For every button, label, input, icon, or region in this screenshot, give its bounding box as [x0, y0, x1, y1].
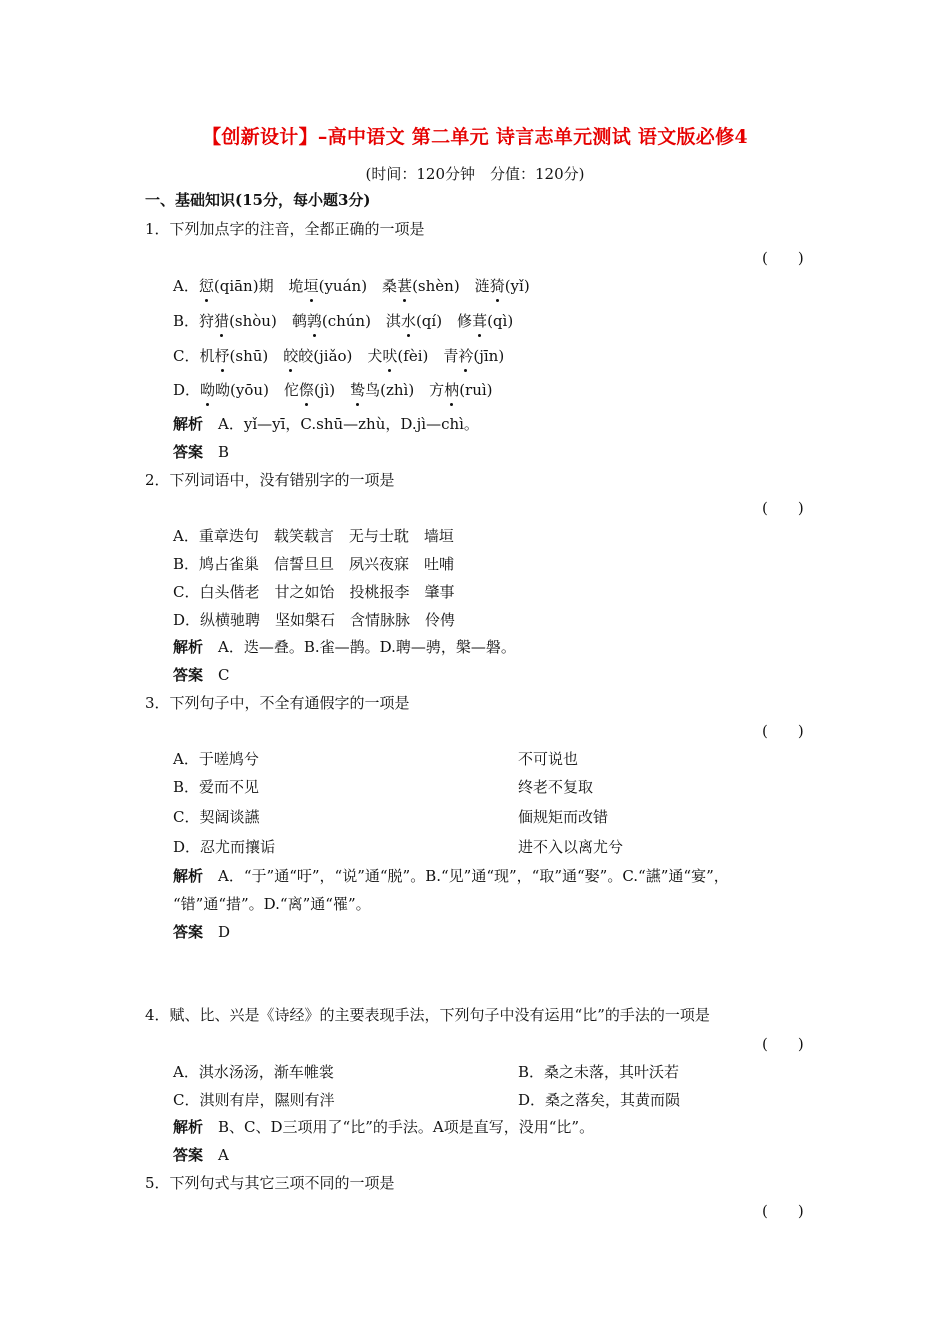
dotted-char: 水 — [400, 312, 416, 330]
dotted-char: 呦 — [200, 381, 216, 399]
dotted-char: 愆 — [198, 277, 214, 295]
question-4-option-a: A．淇水汤汤，渐车帷裳 — [173, 1063, 334, 1081]
question-1-answer-blank: ( ) — [762, 249, 804, 267]
question-1-analysis: 解析 A．yǐ—yī，C.shū—zhù，D.jì—chì。 — [173, 415, 479, 433]
page-subtitle: (时间：120分钟 分值：120分) — [365, 165, 585, 183]
question-4-answer: 答案 A — [173, 1146, 229, 1164]
question-3-stem: 3．下列句子中，不全有通假字的一项是 — [145, 694, 410, 712]
dotted-char: 葺 — [472, 312, 488, 330]
question-4-analysis: 解析 B、C、D三项用了“比”的手法。A项是直写，没用“比”。 — [173, 1118, 595, 1136]
question-3-answer-blank: ( ) — [762, 722, 804, 740]
question-2-option-a: A．重章迭句 载笑载言 无与士耽 墙垣 — [173, 527, 454, 545]
question-3-option-d-left: D．忍尤而攘诟 — [173, 838, 276, 856]
question-1-option-d: D．呦呦(yōu) 佗傺(jì) 鸷鸟(zhì) 方枘(ruì) — [173, 381, 493, 399]
dotted-char: 皎 — [283, 347, 299, 365]
dotted-char: 傺 — [298, 381, 314, 399]
question-3-answer: 答案 D — [173, 923, 231, 941]
question-1-option-b: B．狩猎(shòu) 鹌鹑(chún) 淇水(qí) 修葺(qì) — [173, 312, 514, 330]
question-3-option-b-left: B．爱而不见 — [173, 778, 260, 796]
question-2-stem: 2．下列词语中，没有错别字的一项是 — [145, 471, 395, 489]
dotted-char: 猗 — [489, 277, 505, 295]
question-3-option-a-right: 不可说也 — [518, 750, 579, 768]
question-5-stem: 5．下列句式与其它三项不同的一项是 — [145, 1174, 395, 1192]
question-1-option-a: A．愆(qiān)期 垝垣(yuán) 桑葚(shèn) 涟猗(yǐ) — [173, 277, 530, 295]
question-4-answer-blank: ( ) — [762, 1035, 804, 1053]
dotted-char: 鸷 — [350, 381, 366, 399]
dotted-char: 猎 — [214, 312, 230, 330]
dotted-char: 葚 — [397, 277, 413, 295]
section-heading: 一、基础知识(15分，每小题3分) — [145, 191, 371, 209]
question-1-option-c: C．机杼(shū) 皎皎(jiǎo) 犬吠(fèi) 青衿(jīn) — [173, 347, 505, 365]
dotted-char: 衿 — [458, 347, 474, 365]
dotted-char: 杼 — [214, 347, 230, 365]
question-1-stem: 1．下列加点字的注音，全都正确的一项是 — [145, 220, 425, 238]
question-4-option-d: D．桑之落矣，其黄而陨 — [518, 1091, 681, 1109]
dotted-char: 垣 — [303, 277, 319, 295]
dotted-char: 鹑 — [306, 312, 322, 330]
question-3-option-b-right: 终老不复取 — [518, 778, 594, 796]
question-2-answer: 答案 C — [173, 666, 230, 684]
question-4-option-b: B．桑之未落，其叶沃若 — [518, 1063, 680, 1081]
question-2-option-b: B．鸠占雀巢 信誓旦旦 夙兴夜寐 吐哺 — [173, 555, 455, 573]
question-3-option-a-left: A．于嗟鸠兮 — [173, 750, 259, 768]
question-3-option-c-right: 偭规矩而改错 — [518, 808, 609, 826]
question-4-stem: 4．赋、比、兴是《诗经》的主要表现手法，下列句子中没有运用“比”的手法的一项是 — [145, 1006, 710, 1024]
question-5-answer-blank: ( ) — [762, 1202, 804, 1220]
page-title: 【创新设计】–高中语文 第二单元 诗言志单元测试 语文版必修4 — [202, 126, 748, 148]
question-2-analysis: 解析 A．迭—叠。B.雀—鹊。D.聘—骋，槃—磐。 — [173, 638, 516, 656]
question-2-option-d: D．纵横驰聘 坚如槃石 含情脉脉 伶俜 — [173, 611, 456, 629]
dotted-char: 枘 — [444, 381, 460, 399]
question-3-option-c-left: C．契阔谈讌 — [173, 808, 260, 826]
question-2-option-c: C．白头偕老 甘之如饴 投桃报李 肇事 — [173, 583, 455, 601]
question-1-answer: 答案 B — [173, 443, 230, 461]
question-3-analysis-continued: “错”通“措”。D.“离”通“罹”。 — [173, 895, 371, 913]
question-2-answer-blank: ( ) — [762, 499, 804, 517]
dotted-char: 吠 — [382, 347, 398, 365]
question-4-option-c: C．淇则有岸，隰则有泮 — [173, 1091, 335, 1109]
question-3-analysis: 解析 A．“于”通“吁”，“说”通“脱”。B.“见”通“现”，“取”通“娶”。C.“讌”通“宴”， — [173, 867, 729, 885]
question-3-option-d-right: 进不入以离尤兮 — [518, 838, 624, 856]
